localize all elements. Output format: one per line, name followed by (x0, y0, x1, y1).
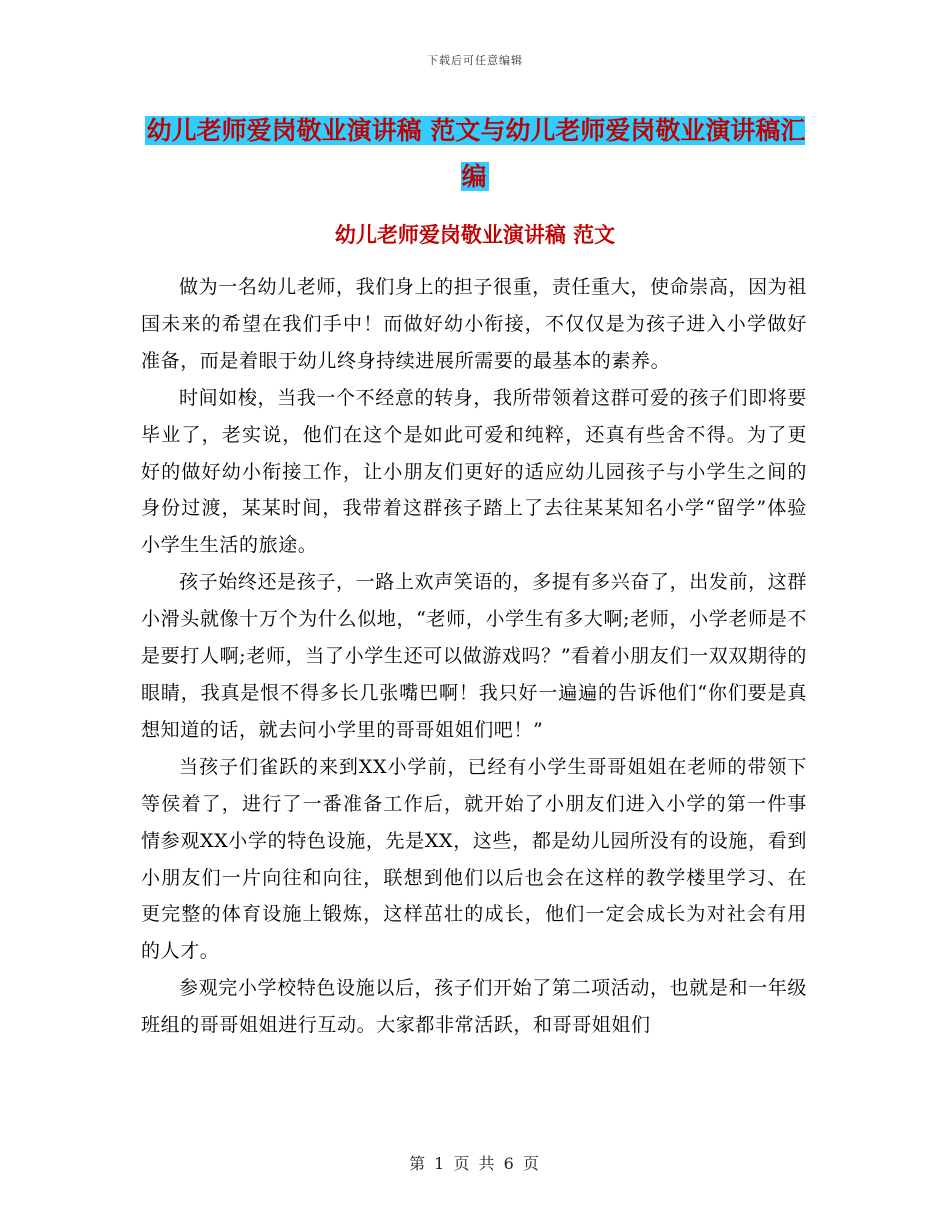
page-number-footer: 第 1 页 共 6 页 (409, 1154, 541, 1173)
header-note: 下载后可任意编辑 (427, 54, 523, 67)
paragraph-1: 做为一名幼儿老师，我们身上的担子很重，责任重大，使命崇高，因为祖国未来的希望在我们手中！而做好幼小衔接，不仅仅是为孩子进入小学做好准备，而是着眼于幼儿终身持续进展所需要的最基本的素养。 (141, 276, 807, 372)
paragraph-5: 参观完小学校特色设施以后，孩子们开始了第二项活动，也就是和一年级班组的哥哥姐姐进行互动。大家都非常活跃，和哥哥姐姐们 (141, 977, 807, 1037)
document-title-text: 幼儿老师爱岗敬业演讲稿 范文与幼儿老师爱岗敬业演讲稿汇编 (146, 116, 806, 191)
paragraph-4: 当孩子们雀跃的来到XX小学前，已经有小学生哥哥姐姐在老师的带领下等侯着了，进行了一番准备工作后，就开始了小朋友们进入小学的第一件事情参观XX小学的特色设施，先是XX，这些，都是幼儿园所没有的设施，看到小朋友们一片向往和向往，联想到他们以后也会在这样的教学楼里学习、在更完整的体育设施上锻炼，这样茁壮的成长，他们一定会成长为对社会有用的人才。 (141, 755, 807, 963)
section-title: 幼儿老师爱岗敬业演讲稿 范文 (334, 223, 616, 247)
document-body (141, 269, 807, 1044)
document-title (140, 108, 810, 200)
paragraph-2: 时间如梭，当我一个不经意的转身，我所带领着这群可爱的孩子们即将要毕业了，老实说，他们在这个是如此可爱和纯粹，还真有些舍不得。为了更好的做好幼小衔接工作，让小朋友们更好的适应幼儿园孩子与小学生之间的身份过渡，某某时间，我带着这群孩子踏上了去往某某知名小学“留学”体验小学生生活的旅途。 (141, 386, 807, 557)
paragraph-3: 孩子始终还是孩子，一路上欢声笑语的，多提有多兴奋了，出发前，这群小滑头就像十万个为什么似地，“老师，小学生有多大啊;老师，小学老师是不是要打人啊;老师，当了小学生还可以做游戏吗？”看着小朋友们一双双期待的眼睛，我真是恨不得多长几张嘴巴啊！我只好一遍遍的告诉他们“你们要是真想知道的话，就去问小学里的哥哥姐姐们吧！” (141, 571, 807, 741)
